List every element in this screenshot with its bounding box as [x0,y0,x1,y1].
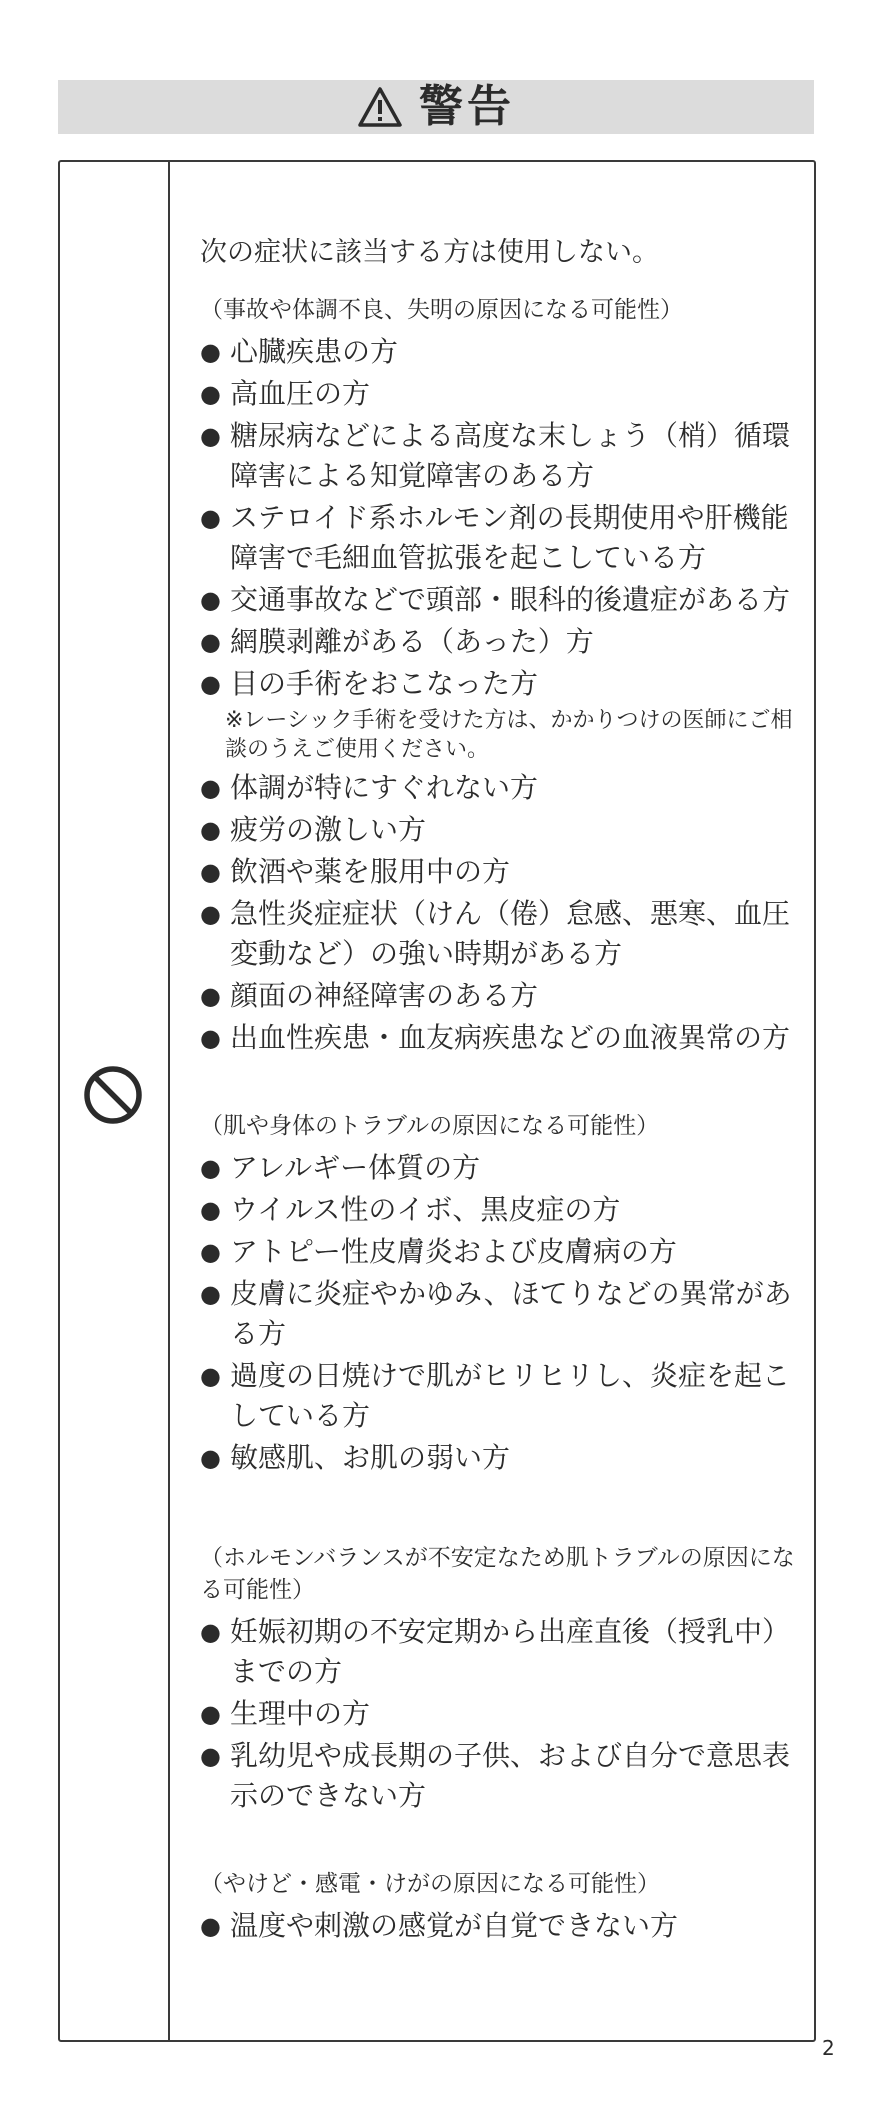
list-item: ● アトピー性皮膚炎および皮膚病の方 [200,1232,800,1272]
list-item: ● 糖尿病などによる高度な末しょう（梢）循環障害による知覚障害のある方 [200,416,800,496]
bullet: ● [200,900,221,928]
list-item: ● 目の手術をおこなった方 [200,664,800,704]
warning-box [58,160,816,2042]
bullet: ● [200,1024,221,1052]
section-note: （肌や身体のトラブルの原因になる可能性） [200,1113,660,1139]
list-item: ● 顔面の神経障害のある方 [200,976,800,1016]
page-title: 警告 [419,81,515,132]
section-note: （事故や体調不良、失明の原因になる可能性） [200,297,683,323]
bullet: ● [200,1618,221,1646]
bullet: ● [200,670,221,698]
list-item: ● 温度や刺激の感覚が自覚できない方 [200,1906,800,1946]
bullet: ● [200,1280,221,1308]
section-burn [200,1868,800,1948]
bullet: ● [200,1238,221,1266]
list-item: ● 心臓疾患の方 [200,332,800,372]
list-item: ● アレルギー体質の方 [200,1148,800,1188]
bullet: ● [200,816,221,844]
list-item: ● ステロイド系ホルモン剤の長期使用や肝機能障害で毛細血管拡張を起こしている方 [200,498,800,578]
list-item: ● 生理中の方 [200,1694,800,1734]
list-item: ● 皮膚に炎症やかゆみ、ほてりなどの異常がある方 [200,1274,800,1354]
section-accident [200,294,800,1060]
section-note: （やけど・感電・けがの原因になる可能性） [200,1871,660,1897]
bullet: ● [200,1912,221,1940]
list-item: ● 乳幼児や成長期の子供、および自分で意思表示のできない方 [200,1736,800,1816]
section-note: （ホルモンバランスが不安定なため肌トラブルの原因になる可能性） [200,1545,795,1603]
list-item: ● 妊娠初期の不安定期から出産直後（授乳中）までの方 [200,1612,800,1692]
main-heading: 次の症状に該当する方は使用しない。 [200,237,659,268]
warning-banner [58,80,814,134]
list-item: ● 敏感肌、お肌の弱い方 [200,1438,800,1478]
bullet: ● [200,380,221,408]
list-item: ● 急性炎症症状（けん（倦）怠感、悪寒、血圧変動など）の強い時期がある方 [200,894,800,974]
list-item: ● 疲労の激しい方 [200,810,800,850]
list-item: ● 過度の日焼けで肌がヒリヒリし、炎症を起こしている方 [200,1356,800,1436]
bullet: ● [200,1154,221,1182]
lasik-note: ※レーシック手術を受けた方は、かかりつけの医師にご相談のうえご使用ください。 [225,708,793,762]
list-item: ● 交通事故などで頭部・眼科的後遺症がある方 [200,580,800,620]
list-item: ● 体調が特にすぐれない方 [200,768,800,808]
bullet: ● [200,1444,221,1472]
bullet: ● [200,982,221,1010]
bullet: ● [200,774,221,802]
bullet: ● [200,1700,221,1728]
list-item: ● 高血圧の方 [200,374,800,414]
list-item: ● 出血性疾患・血友病疾患などの血液異常の方 [200,1018,800,1058]
list-item: ● 飲酒や薬を服用中の方 [200,852,800,892]
bullet: ● [200,1196,221,1224]
bullet: ● [200,1742,221,1770]
warning-triangle-icon [357,86,403,128]
bullet: ● [200,422,221,450]
bullet: ● [200,1362,221,1390]
bullet: ● [200,504,221,532]
list-item: ● 網膜剥離がある（あった）方 [200,622,800,662]
bullet: ● [200,586,221,614]
bullet: ● [200,628,221,656]
list-item: ● ウイルス性のイボ、黒皮症の方 [200,1190,800,1230]
bullet: ● [200,338,221,366]
bullet: ● [200,858,221,886]
section-hormone [200,1542,800,1818]
section-skin [200,1110,800,1480]
column-divider [168,162,170,2040]
page-number: 2 [822,2036,835,2060]
prohibition-icon [82,1064,144,1126]
